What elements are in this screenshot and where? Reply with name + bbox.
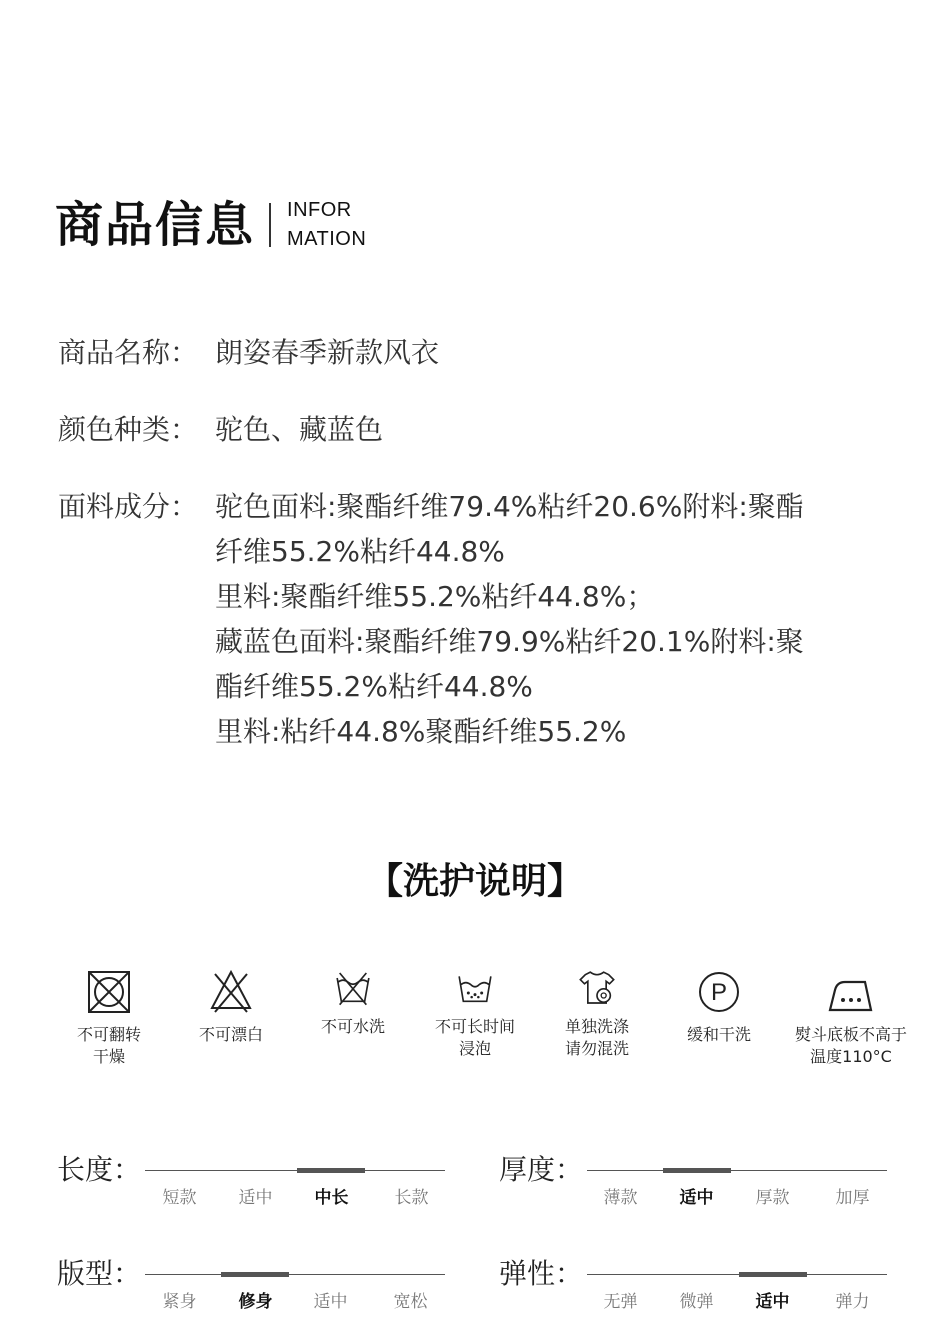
scale-fit-option-selected: 修身 — [238, 1292, 273, 1312]
care-text — [649, 1024, 789, 1046]
care-item-gentle-dry-clean — [649, 968, 789, 1046]
care-text-line: 请勿混洗 — [564, 1039, 629, 1058]
scale-elasticity — [499, 1254, 889, 1324]
scale-length-option-selected: 中长 — [314, 1188, 349, 1208]
scale-elasticity-option: 弹力 — [835, 1292, 870, 1312]
product-name-label: 商品名称： — [58, 336, 199, 369]
scale-thickness-indicator — [663, 1168, 731, 1173]
scale-length-label: 长度： — [57, 1153, 142, 1186]
scale-fit-label: 版型： — [57, 1257, 142, 1290]
info-row-product-name — [58, 330, 875, 375]
scale-elasticity-option-selected: 适中 — [755, 1292, 790, 1312]
care-text-line: 不可长时间 — [434, 1017, 515, 1036]
fabric-line: 里料:粘纤44.8%聚酯纤维55.2% — [215, 715, 627, 748]
care-item-no-bleach — [161, 968, 301, 1046]
scale-elasticity-option: 无弹 — [603, 1292, 638, 1312]
fabric-label: 面料成分： — [58, 490, 199, 523]
fabric-line: 藏蓝色面料:聚酯纤维79.9%粘纤20.1%附料:聚 — [215, 625, 804, 658]
iron-low-temp-icon — [827, 968, 875, 1016]
scale-length-option: 适中 — [238, 1188, 273, 1208]
page-title: 商品信息 — [55, 197, 256, 253]
scale-length-indicator — [297, 1168, 365, 1173]
care-text-line: 不可水洗 — [320, 1017, 385, 1036]
fabric-line: 里料:聚酯纤维55.2%粘纤44.8%； — [215, 580, 655, 613]
scale-elasticity-option: 微弹 — [679, 1292, 714, 1312]
no-long-soak-icon — [451, 968, 499, 1008]
scale-thickness-option: 厚款 — [755, 1188, 790, 1208]
scale-thickness — [499, 1150, 889, 1220]
scale-thickness-option: 加厚 — [835, 1188, 870, 1208]
header-english-subtitle — [287, 196, 366, 254]
fabric-value — [215, 484, 875, 754]
care-text-line: 干燥 — [92, 1047, 125, 1066]
scale-thickness-option-selected: 适中 — [679, 1188, 714, 1208]
care-text-line: 单独洗涤 — [564, 1017, 629, 1036]
scale-length-track — [145, 1170, 445, 1171]
care-text — [39, 1024, 179, 1068]
scale-elasticity-label: 弹性： — [499, 1257, 584, 1290]
care-title: 【洗护说明】 — [366, 861, 583, 902]
header-divider — [269, 203, 271, 247]
fabric-line: 酯纤维55.2%粘纤44.8% — [215, 670, 533, 703]
section-header — [55, 195, 366, 255]
scale-thickness-track — [587, 1170, 887, 1171]
no-tumble-dry-icon — [85, 968, 133, 1016]
care-text — [781, 1024, 921, 1068]
color-label: 颜色种类： — [58, 413, 199, 446]
header-en-line-2: MATION — [287, 228, 367, 250]
scale-length-option: 短款 — [162, 1188, 197, 1208]
product-name-value: 朗姿春季新款风衣 — [215, 336, 440, 369]
care-item-wash-separately — [527, 968, 667, 1060]
care-text-line: 不可漂白 — [198, 1025, 263, 1044]
scale-fit-option: 适中 — [313, 1292, 348, 1312]
scale-elasticity-indicator — [739, 1272, 807, 1277]
fabric-line: 纤维55.2%粘纤44.8% — [215, 535, 505, 568]
care-item-iron-low-temp — [781, 968, 921, 1068]
care-text-line: 缓和干洗 — [686, 1025, 751, 1044]
care-text — [527, 1016, 667, 1060]
fabric-line: 驼色面料:聚酯纤维79.4%粘纤20.6%附料:聚酯 — [215, 490, 804, 523]
care-text-line: 熨斗底板不高于 — [794, 1025, 907, 1044]
scale-thickness-option: 薄款 — [603, 1188, 638, 1208]
care-text-line: 温度110°C — [810, 1047, 892, 1066]
care-text — [283, 1016, 423, 1038]
wash-separately-icon — [573, 968, 621, 1008]
scale-fit-track — [145, 1274, 445, 1275]
scale-fit-option: 宽松 — [393, 1292, 428, 1312]
scale-thickness-label: 厚度： — [499, 1153, 584, 1186]
no-bleach-icon — [207, 968, 255, 1016]
header-en-line-1: INFOR — [287, 199, 352, 221]
scale-fit-indicator — [221, 1272, 289, 1277]
scale-fit — [57, 1254, 447, 1324]
care-item-no-long-soak — [405, 968, 545, 1060]
care-item-no-tumble-dry — [39, 968, 179, 1068]
scale-length — [57, 1150, 447, 1220]
care-item-no-wash — [283, 968, 423, 1038]
svg-text:P: P — [710, 979, 728, 1006]
scale-fit-option: 紧身 — [162, 1292, 197, 1312]
care-text-line: 不可翻转 — [76, 1025, 141, 1044]
care-text — [405, 1016, 545, 1060]
care-text-line: 浸泡 — [458, 1039, 491, 1058]
info-row-fabric — [58, 484, 875, 754]
info-row-color — [58, 407, 875, 452]
gentle-dry-clean-icon — [695, 968, 743, 1016]
scale-length-option: 长款 — [394, 1188, 429, 1208]
color-value: 驼色、藏蓝色 — [215, 413, 384, 446]
scale-elasticity-track — [587, 1274, 887, 1275]
care-text — [161, 1024, 301, 1046]
no-wash-icon — [329, 968, 377, 1008]
